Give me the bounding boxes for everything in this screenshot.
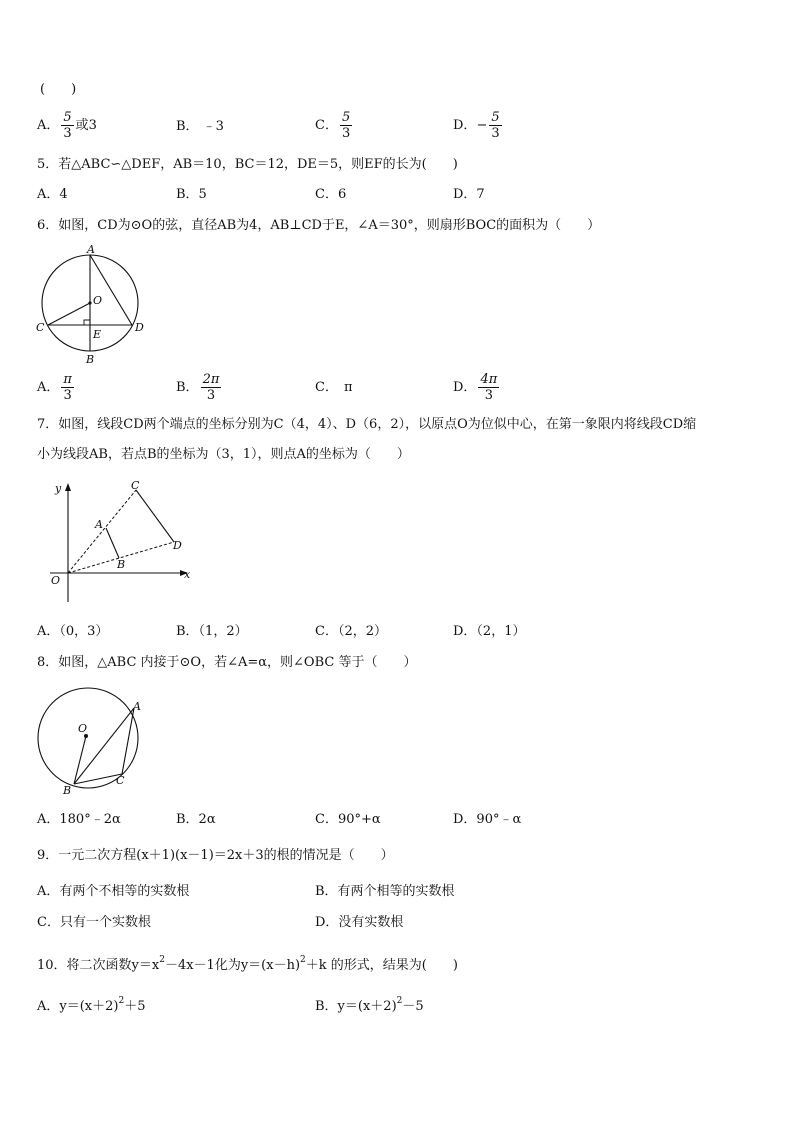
label-c: C [116,774,125,787]
q5-option-c[interactable]: C．6 [315,187,347,202]
q9-stem: 9．一元二次方程(x＋1)(x－1)＝2x＋3的根的情况是（ ） [37,848,394,863]
q8-option-d[interactable]: D．90°﹣α [453,812,522,827]
q10-option-a[interactable]: A．$y=(x+2)^2+5$ [37,996,146,1014]
label-c: C [36,321,45,334]
label-o: O [51,574,61,587]
option-label: A． [37,379,60,395]
fraction: $\frac{5}{3}$ [63,110,72,141]
fraction: $\frac{2\pi}{3}$ [202,372,220,403]
label-x: x [184,568,191,581]
q9-option-c[interactable]: C．只有一个实数根 [37,915,151,930]
option-value: π [343,380,353,395]
q5-option-d[interactable]: D．7 [453,187,485,202]
label-a: A [87,243,95,256]
option-value: ﹣3 [202,119,224,134]
fraction: $\frac{\pi}{3}$ [63,372,72,403]
q6-option-a[interactable] [37,372,76,403]
q8-option-c[interactable]: C．90°+α [315,812,381,827]
q8-option-b[interactable]: B．2α [176,812,216,827]
option-label: D． [453,379,477,395]
fraction: $\frac{4\pi}{3}$ [480,372,498,403]
q10-option-b[interactable]: B．$y=(x+2)^2-5$ [315,996,424,1014]
option-label: C． [315,380,338,395]
fraction: $\frac{5}{3}$ [491,110,500,141]
option-tail: 或3 [75,117,97,133]
q8-circle-figure [34,684,146,800]
option-label: A． [37,117,60,133]
q4-bracket: ( ) [40,82,77,97]
q7-coordinate-figure [40,478,200,606]
q4-option-d[interactable] [453,110,504,141]
label-d: D [135,321,144,334]
q8-option-a[interactable]: A．180°﹣2α [37,812,121,827]
q4-option-c[interactable] [315,110,354,141]
q9-option-b[interactable]: B．有两个相等的实数根 [315,884,455,899]
label-o: O [78,722,88,735]
q4-option-a[interactable] [37,110,97,141]
label-e: E [93,328,102,341]
q9-option-d[interactable]: D．没有实数根 [315,915,404,930]
option-label: B． [176,379,199,395]
q5-stem: 5．若△ABC∽△DEF，AB＝10，BC＝12，DE＝5，则EF的长为( ) [37,157,458,172]
q6-option-b[interactable] [176,372,223,403]
q9-option-a[interactable]: A．有两个不相等的实数根 [37,884,190,899]
label-o: O [93,294,103,307]
q6-option-c[interactable] [315,379,353,397]
q6-option-d[interactable] [453,372,501,403]
q4-option-b[interactable] [176,118,224,136]
q7-option-d[interactable]: D．（2，1） [453,624,526,639]
q6-stem: 6．如图，CD为⊙O的弦，直径AB为4，AB⊥CD于E，∠A＝30°，则扇形BOC的面积为（ ） [37,218,601,233]
q6-circle-figure [34,242,146,366]
q7-stem-line2: 小为线段AB，若点B的坐标为（3，1），则点A的坐标为（ ） [37,447,410,462]
label-y: y [55,482,62,495]
q7-stem-line1: 7．如图，线段CD两个端点的坐标分别为C（4，4）、D（6，2），以原点O为位似中心，在第一象限内将线段CD缩 [37,417,697,432]
q5-option-a[interactable]: A．4 [37,187,68,202]
label-b: B [86,353,95,366]
label-c: C [131,479,140,492]
label-a: A [95,518,103,531]
option-text: B． [176,119,199,134]
fraction: $\frac{5}{3}$ [341,110,351,141]
q10-stem: 10．将二次函数$y=x^2-4x-1$化为$y=(x-h)^2+k$ 的形式，结果为( ) [37,955,458,973]
q7-option-c[interactable]: C．（2，2） [315,624,387,639]
q7-option-b[interactable]: B．（1，2） [176,624,248,639]
option-label: C． [315,117,338,133]
minus-sign: − [476,117,488,133]
q7-option-a[interactable]: A．（0，3） [37,624,109,639]
q5-option-b[interactable]: B．5 [176,187,207,202]
label-a: A [133,700,141,713]
option-label: D． [453,117,477,133]
q8-stem: 8．如图，△ABC 内接于⊙O，若∠A=α，则∠OBC 等于（ ） [37,655,417,670]
label-b: B [63,784,72,797]
label-b: B [117,558,126,571]
label-d: D [173,539,182,552]
